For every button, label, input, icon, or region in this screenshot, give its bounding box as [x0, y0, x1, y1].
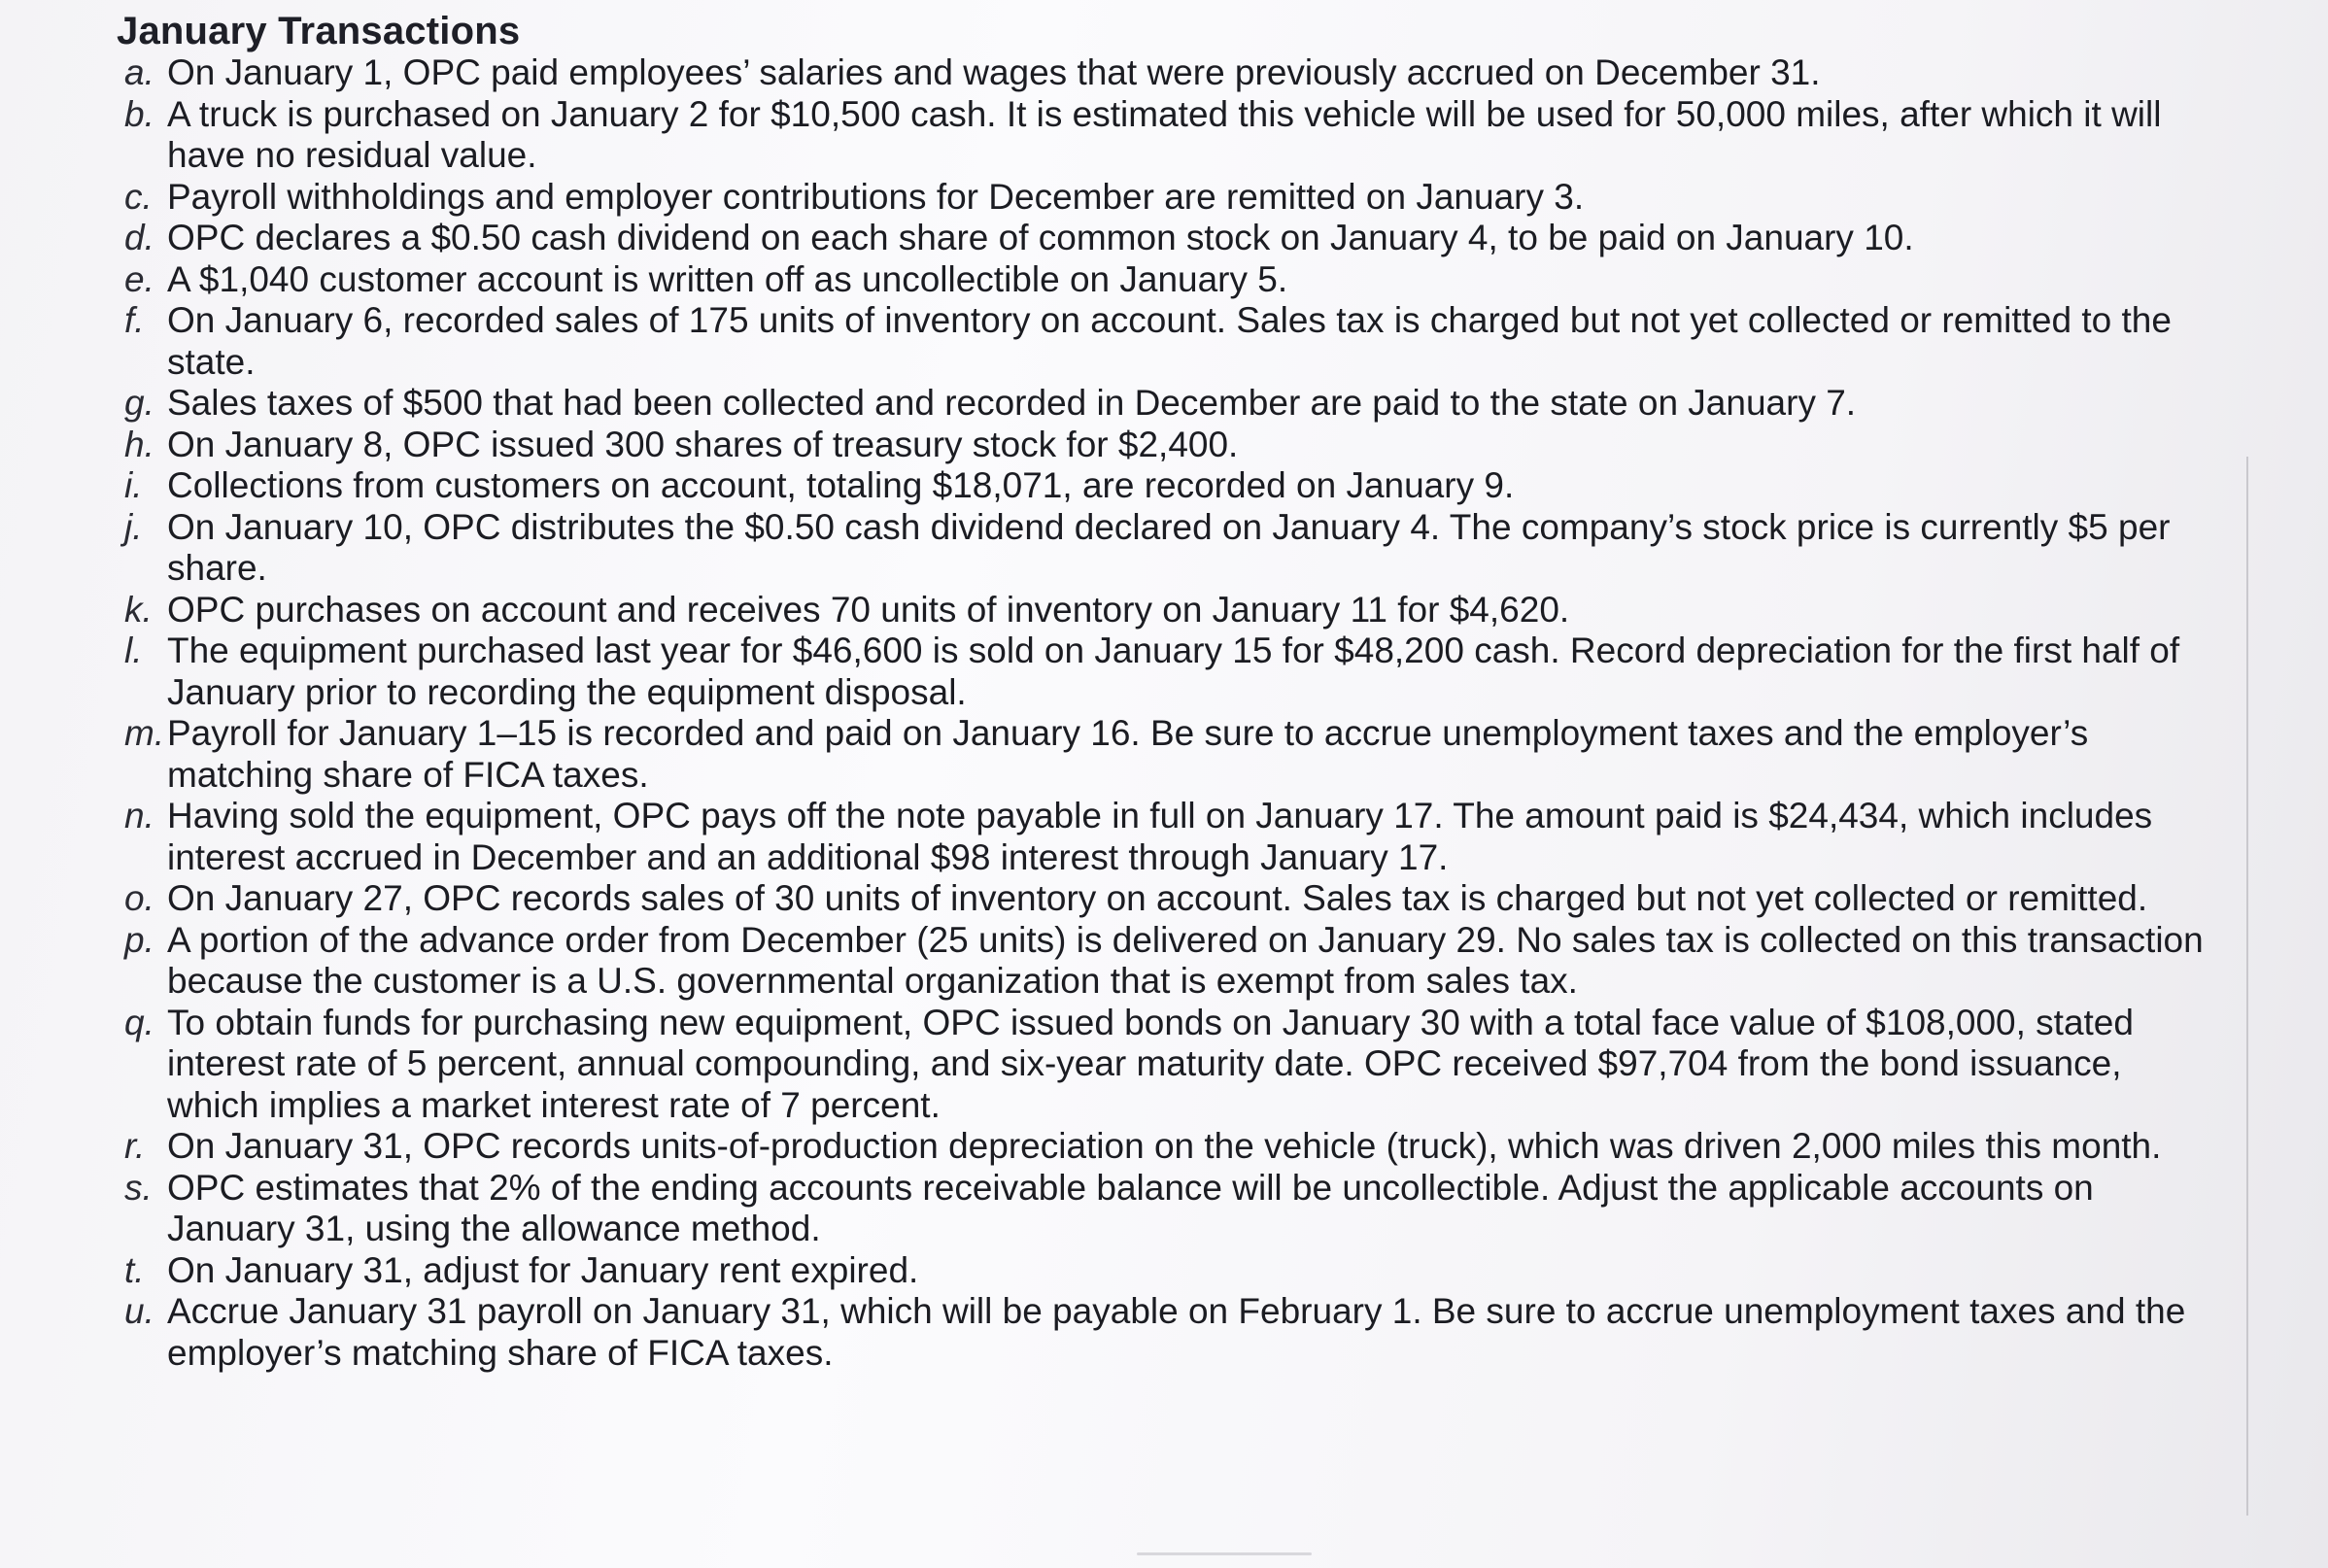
item-letter: l.	[124, 631, 143, 670]
item-letter: q.	[124, 1002, 154, 1042]
page-title: January Transactions	[117, 10, 521, 52]
item-text: OPC declares a $0.50 cash dividend on each share of common stock on January 4, to be paid on January 10.	[167, 218, 1914, 257]
list-item-o	[124, 878, 2223, 920]
list-item-f	[124, 300, 2223, 383]
list-item-n	[124, 796, 2223, 878]
bottom-divider	[1137, 1552, 1312, 1555]
list-item-t	[124, 1250, 2223, 1292]
item-text: On January 6, recorded sales of 175 units of inventory on account. Sales tax is charged but not yet collected or remitted to the state.	[167, 300, 2172, 382]
item-letter: k.	[124, 589, 153, 630]
item-letter: m.	[124, 713, 165, 753]
item-text: On January 1, OPC paid employees’ salaries and wages that were previously accrued on December 31.	[167, 52, 1821, 92]
item-letter: e.	[124, 258, 154, 299]
item-letter: p.	[124, 919, 154, 960]
item-text: Accrue January 31 payroll on January 31, which will be payable on February 1. Be sure to accrue unemployment taxes and the employer’s matching share of FICA taxes.	[167, 1291, 2186, 1373]
item-text: On January 31, adjust for January rent expired.	[167, 1249, 919, 1290]
transaction-list	[124, 52, 2223, 1374]
list-item-l	[124, 631, 2223, 713]
item-text: Having sold the equipment, OPC pays off the note payable in full on January 17. The amount paid is $24,434, which includes interest accrued in December and an additional $98 interest through January 17.	[167, 796, 2153, 877]
item-letter: d.	[124, 218, 154, 257]
item-letter: t.	[124, 1249, 145, 1290]
list-item-k	[124, 590, 2223, 631]
item-letter: i.	[124, 465, 143, 505]
item-text: On January 31, OPC records units-of-production depreciation on the vehicle (truck), which was driven 2,000 miles this month.	[167, 1126, 2162, 1166]
item-text: A $1,040 customer account is written off as uncollectible on January 5.	[167, 258, 1288, 299]
item-text: A truck is purchased on January 2 for $10,500 cash. It is estimated this vehicle will be used for 50,000 miles, after which it will have no residual value.	[167, 93, 2162, 175]
list-item-u	[124, 1291, 2223, 1374]
item-text: Collections from customers on account, totaling $18,071, are recorded on January 9.	[167, 465, 1515, 505]
item-letter: n.	[124, 796, 154, 835]
list-item-c	[124, 177, 2223, 219]
item-letter: g.	[124, 383, 154, 423]
item-text: OPC purchases on account and receives 70 units of inventory on January 11 for $4,620.	[167, 589, 1570, 630]
list-item-q	[124, 1003, 2223, 1127]
item-text: Payroll for January 1–15 is recorded and paid on January 16. Be sure to accrue unemployment taxes and the employer’s matching share of FICA taxes.	[167, 713, 2089, 795]
item-letter: h.	[124, 424, 154, 464]
item-text: Payroll withholdings and employer contributions for December are remitted on January 3.	[167, 176, 1585, 217]
list-item-r	[124, 1126, 2223, 1168]
item-text: On January 10, OPC distributes the $0.50 cash dividend declared on January 4. The company’s stock price is currently $5 per share.	[167, 506, 2171, 588]
item-letter: r.	[124, 1126, 146, 1166]
list-item-j	[124, 507, 2223, 590]
list-item-b	[124, 94, 2223, 177]
item-text: On January 27, OPC records sales of 30 units of inventory on account. Sales tax is charged but not yet collected or remitted.	[167, 878, 2148, 918]
item-text: The equipment purchased last year for $46,600 is sold on January 15 for $48,200 cash. Record depreciation for the first half of January prior to recording the equipment disposal.	[167, 631, 2180, 712]
item-text: A portion of the advance order from December (25 units) is delivered on January 29. No sales tax is collected on this transaction because the customer is a U.S. governmental organization that is exempt from sales tax.	[167, 919, 2204, 1001]
item-letter: s.	[124, 1167, 153, 1208]
item-letter: o.	[124, 878, 154, 918]
list-item-g	[124, 383, 2223, 425]
item-letter: a.	[124, 52, 154, 92]
item-letter: j.	[124, 506, 143, 547]
item-letter: b.	[124, 93, 154, 134]
item-text: On January 8, OPC issued 300 shares of treasury stock for $2,400.	[167, 424, 1239, 464]
list-item-m	[124, 713, 2223, 796]
list-item-s	[124, 1168, 2223, 1250]
page-edge-divider	[2246, 457, 2248, 1516]
item-text: Sales taxes of $500 that had been collected and recorded in December are paid to the state on January 7.	[167, 383, 1857, 423]
list-item-p	[124, 920, 2223, 1003]
item-text: OPC estimates that 2% of the ending accounts receivable balance will be uncollectible. Adjust the applicable accounts on January 31, using the allowance method.	[167, 1167, 2094, 1248]
item-letter: c.	[124, 176, 153, 217]
list-item-a	[124, 52, 2223, 94]
item-letter: u.	[124, 1291, 154, 1331]
item-letter: f.	[124, 300, 145, 340]
list-item-h	[124, 425, 2223, 466]
list-item-e	[124, 259, 2223, 301]
item-text: To obtain funds for purchasing new equipment, OPC issued bonds on January 30 with a total face value of $108,000, stated interest rate of 5 percent, annual compounding, and six-year maturity date. OPC received $97,704 from the bond issuance, which implies a market interest rate of 7 percent.	[167, 1002, 2134, 1125]
list-item-i	[124, 465, 2223, 507]
list-item-d	[124, 218, 2223, 259]
